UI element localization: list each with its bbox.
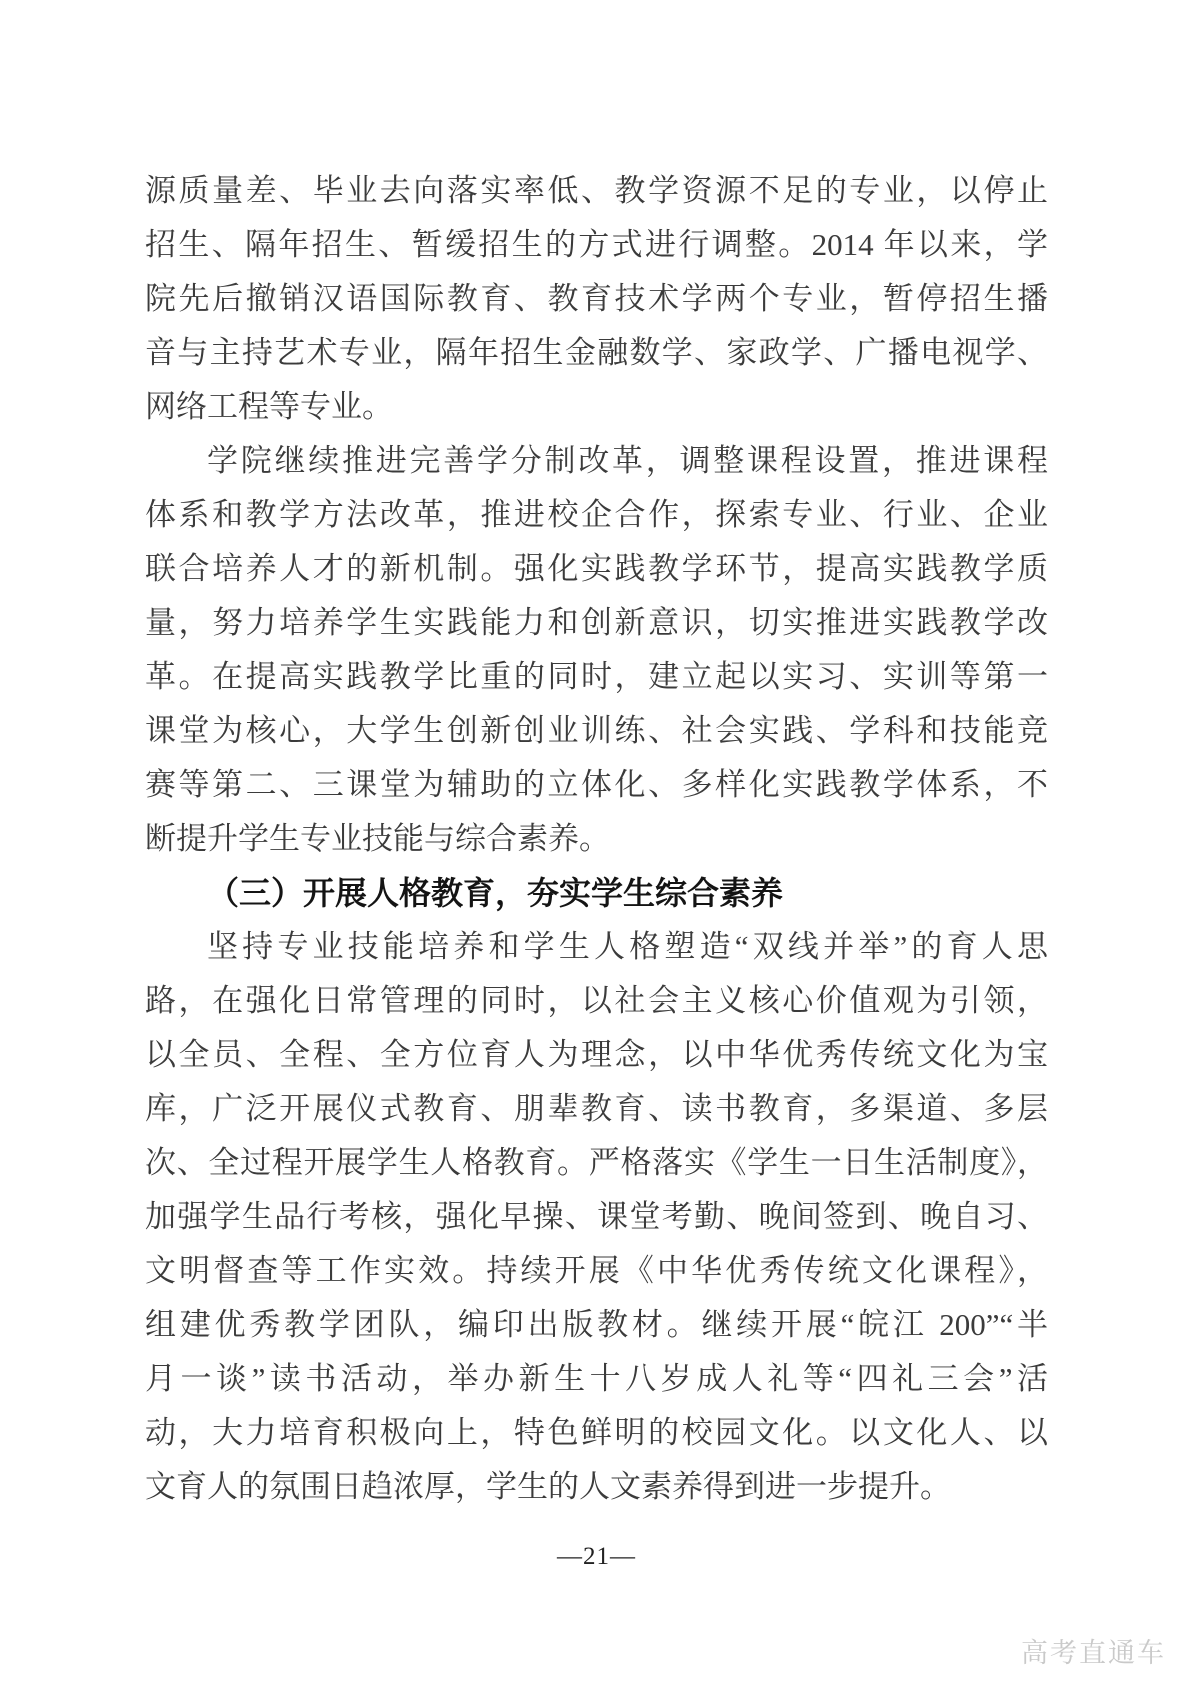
text-line: 量，努力培养学生实践能力和创新意识，切实推进实践教学改 [145, 605, 1048, 640]
paragraph-2 [145, 434, 1048, 866]
text-line: 课堂为核心，大学生创新创业训练、社会实践、学科和技能竞 [145, 713, 1048, 748]
text-line: 断提升学生专业技能与综合素养。 [145, 821, 610, 856]
text-line: 招生、隔年招生、暂缓招生的方式进行调整。2014 年以来，学 [145, 227, 1048, 262]
watermark: 高考直通车 [1021, 1638, 1166, 1668]
text-line: 联合培养人才的新机制。强化实践教学环节，提高实践教学质 [145, 551, 1048, 586]
paragraph-1 [145, 164, 1048, 434]
text-line: 路，在强化日常管理的同时，以社会主义核心价值观为引领， [145, 983, 1048, 1018]
text-line: 加强学生品行考核，强化早操、课堂考勤、晚间签到、晚自习、 [145, 1199, 1048, 1234]
text-line: 文明督查等工作实效。持续开展《中华优秀传统文化课程》， [145, 1253, 1048, 1288]
text-line: 动，大力培育积极向上，特色鲜明的校园文化。以文化人、以 [145, 1415, 1048, 1450]
section-heading: （三）开展人格教育，夯实学生综合素养 [207, 875, 784, 911]
text-line: 库，广泛开展仪式教育、朋辈教育、读书教育，多渠道、多层 [145, 1091, 1048, 1126]
text-line: 网络工程等专业。 [145, 389, 393, 424]
page-number: —21— [557, 1543, 636, 1570]
text-line: 次、全过程开展学生人格教育。严格落实《学生一日生活制度》， [145, 1145, 1048, 1180]
text-line: 院先后撤销汉语国际教育、教育技术学两个专业，暂停招生播 [145, 281, 1048, 316]
text-line: 学院继续推进完善学分制改革，调整课程设置，推进课程 [207, 443, 1048, 478]
text-line: 革。在提高实践教学比重的同时，建立起以实习、实训等第一 [145, 659, 1048, 694]
text-line: 组建优秀教学团队，编印出版教材。继续开展“皖江 200”“半 [145, 1307, 1048, 1342]
text-line: 音与主持艺术专业，隔年招生金融数学、家政学、广播电视学、 [145, 335, 1048, 370]
text-line: 坚持专业技能培养和学生人格塑造“双线并举”的育人思 [207, 929, 1048, 964]
paragraph-3 [145, 920, 1048, 1514]
text-line: 源质量差、毕业去向落实率低、教学资源不足的专业，以停止 [145, 173, 1048, 208]
text-line: 体系和教学方法改革，推进校企合作，探索专业、行业、企业 [145, 497, 1048, 532]
text-block [145, 164, 1048, 1514]
text-line: 以全员、全程、全方位育人为理念，以中华优秀传统文化为宝 [145, 1037, 1048, 1072]
text-line: 月一谈”读书活动，举办新生十八岁成人礼等“四礼三会”活 [145, 1361, 1048, 1396]
text-line: 文育人的氛围日趋浓厚，学生的人文素养得到进一步提升。 [145, 1469, 951, 1504]
text-line: 赛等第二、三课堂为辅助的立体化、多样化实践教学体系，不 [145, 767, 1048, 802]
